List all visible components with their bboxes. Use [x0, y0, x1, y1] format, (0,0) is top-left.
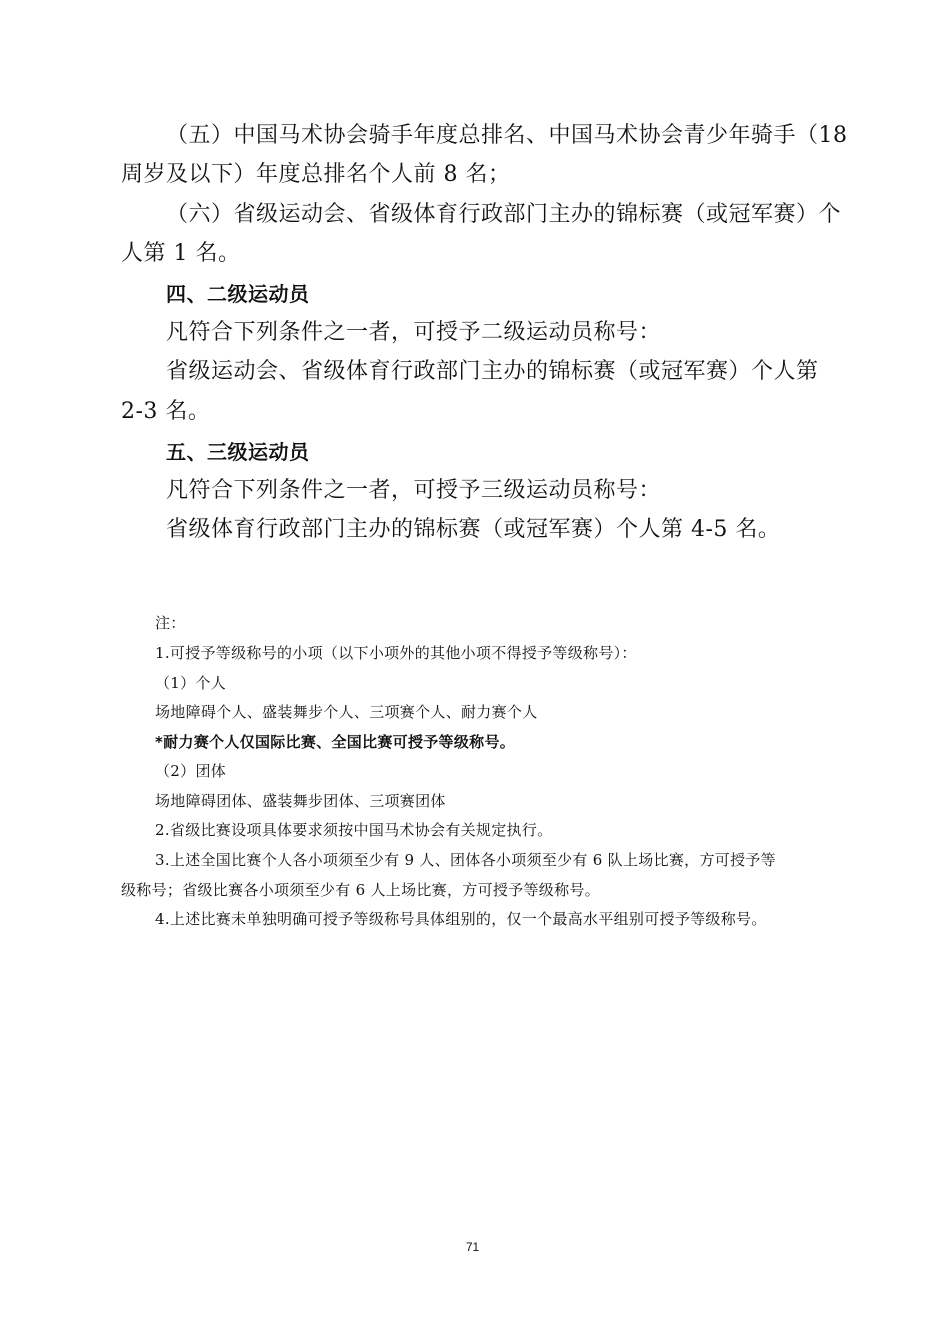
- individual-events: 场地障碍个人、盛装舞步个人、三项赛个人、耐力赛个人: [155, 703, 538, 721]
- note-3-line-1: 3.上述全国比赛个人各小项须至少有 9 人、团体各小项须至少有 6 队上场比赛，方可授予等: [155, 851, 776, 869]
- notes-label: 注：: [155, 614, 186, 632]
- section-4-condition-line-1: 省级运动会、省级体育行政部门主办的锦标赛（或冠军赛）个人第: [166, 359, 819, 384]
- team-events: 场地障碍团体、盛装舞步团体、三项赛团体: [155, 792, 446, 810]
- note-4: 4.上述比赛未单独明确可授予等级称号具体组别的，仅一个最高水平组别可授予等级称号。: [155, 910, 767, 928]
- section-4-intro: 凡符合下列条件之一者，可授予二级运动员称号：: [166, 320, 662, 345]
- item-6-line-1: （六）省级运动会、省级体育行政部门主办的锦标赛（或冠军赛）个: [166, 202, 842, 227]
- note-3-line-2: 级称号；省级比赛各小项须至少有 6 人上场比赛，方可授予等级称号。: [121, 881, 600, 899]
- individual-label: （1）个人: [155, 674, 227, 692]
- section-4-heading: 四、二级运动员: [166, 282, 310, 306]
- team-label: （2）团体: [155, 762, 227, 780]
- item-5-line-1: （五）中国马术协会骑手年度总排名、中国马术协会青少年骑手（18: [166, 123, 848, 148]
- section-5-condition: 省级体育行政部门主办的锦标赛（或冠军赛）个人第 4-5 名。: [166, 517, 781, 542]
- section-5-intro: 凡符合下列条件之一者，可授予三级运动员称号：: [166, 478, 662, 503]
- section-4-condition-line-2: 2-3 名。: [121, 399, 211, 424]
- note-1: 1.可授予等级称号的小项（以下小项外的其他小项不得授予等级称号）：: [155, 644, 637, 662]
- endurance-note: *耐力赛个人仅国际比赛、全国比赛可授予等级称号。: [155, 733, 516, 751]
- section-5-heading: 五、三级运动员: [166, 440, 310, 464]
- page-number: 71: [465, 1240, 480, 1254]
- note-2: 2.省级比赛设项具体要求须按中国马术协会有关规定执行。: [155, 821, 553, 839]
- item-6-line-2: 人第 1 名。: [121, 241, 241, 266]
- item-5-line-2: 周岁及以下）年度总排名个人前 8 名；: [121, 162, 511, 187]
